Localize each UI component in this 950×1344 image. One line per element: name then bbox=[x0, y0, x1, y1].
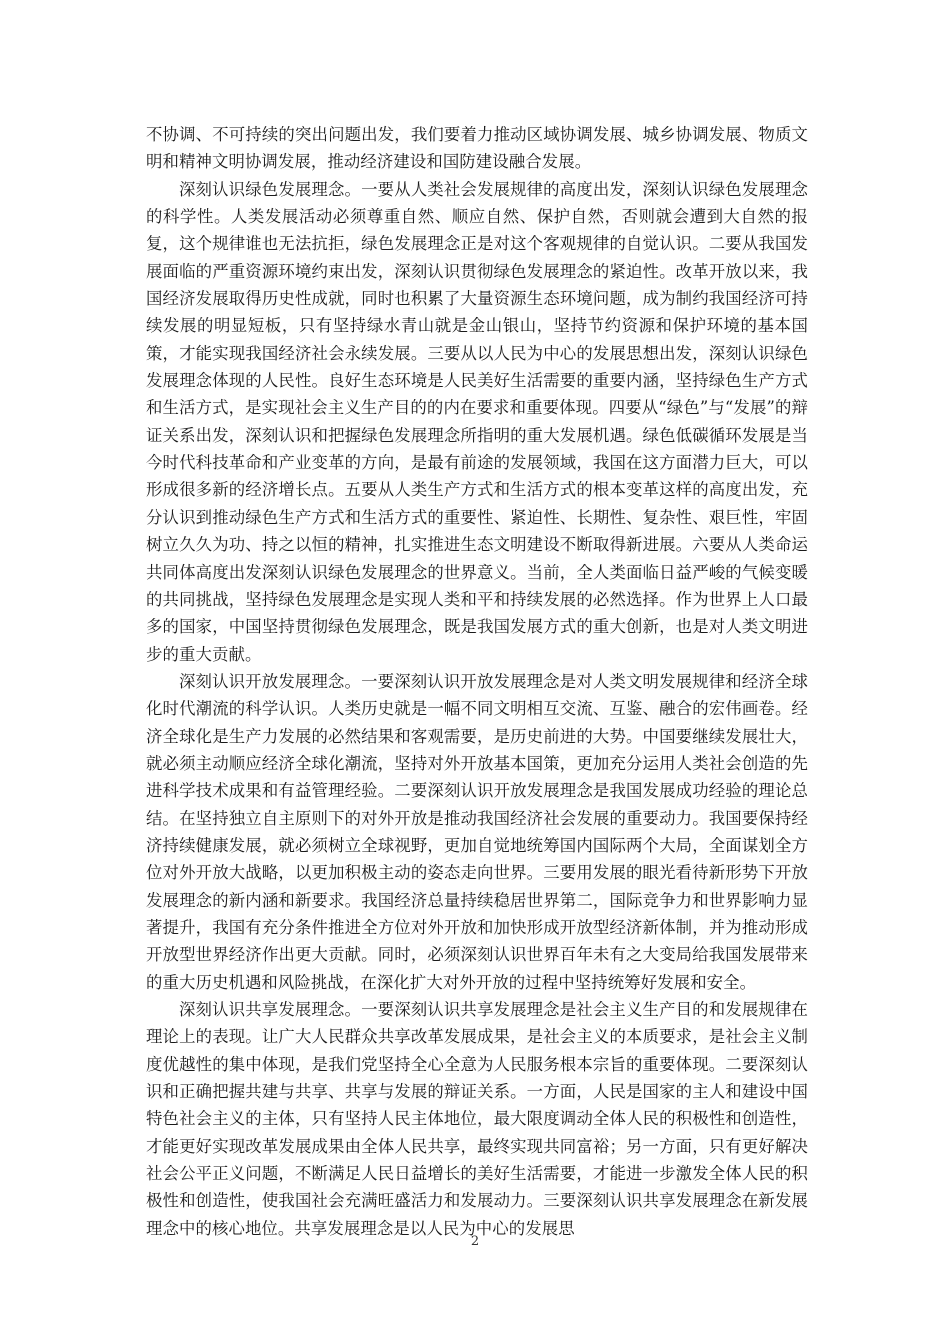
paragraph-green-development: 深刻认识绿色发展理念。一要从人类社会发展规律的高度出发，深刻认识绿色发展理念的科学性。人类发展活动必须尊重自然、顺应自然、保护自然，否则就会遭到大自然的报复，这个规律谁也无法抗拒，绿色发展理念正是对这个客观规律的自觉认识。二要从我国发展面临的严重资源环境约束出发，深刻认识贯彻绿色发展理念的紧迫性。改革开放以来，我国经济发展取得历史性成就，同时也积累了大量资源生态环境问题，成为制约我国经济可持续发展的明显短板，只有坚持绿水青山就是金山银山，坚持节约资源和保护环境的基本国策，才能实现我国经济社会永续发展。三要从以人民为中心的发展思想出发，深刻认识绿色发展理念体现的人民性。良好生态环境是人民美好生活需要的重要内涵，坚持绿色生产方式和生活方式，是实现社会主义生产目的的内在要求和重要体现。四要从“绿色”与“发展”的辩证关系出发，深刻认识和把握绿色发展理念所指明的重大发展机遇。绿色低碳循环发展是当今时代科技革命和产业变革的方向，是最有前途的发展领域，我国在这方面潜力巨大，可以形成很多新的经济增长点。五要从人类生产方式和生活方式的根本变革这样的高度出发，充分认识到推动绿色生产方式和生活方式的重要性、紧迫性、长期性、复杂性、艰巨性，牢固树立久久为功、持之以恒的精神，扎实推进生态文明建设不断取得新进展。六要从人类命运共同体高度出发深刻认识绿色发展理念的世界意义。当前，全人类面临日益严峻的气候变暖的共同挑战，坚持绿色发展理念是实现人类和平和持续发展的必然选择。作为世界上人口最多的国家，中国坚持贯彻绿色发展理念，既是我国发展方式的重大创新，也是对人类文明进步的重大贡献。 bbox=[146, 179, 808, 664]
page-number: 2 bbox=[470, 1234, 480, 1249]
document-body bbox=[146, 121, 808, 1242]
paragraph-shared-development: 深刻认识共享发展理念。一要深刻认识共享发展理念是社会主义生产目的和发展规律在理论上的表现。让广大人民群众共享改革发展成果，是社会主义的本质要求，是社会主义制度优越性的集中体现，是我们党坚持全心全意为人民服务根本宗旨的重要体现。二要深刻认识和正确把握共建与共享、共享与发展的辩证关系。一方面，人民是国家的主人和建设中国特色社会主义的主体，只有坚持人民主体地位，最大限度调动全体人民的积极性和创造性，才能更好实现改革发展成果由全体人民共享，最终实现共同富裕；另一方面，只有更好解决社会公平正义问题，不断满足人民日益增长的美好生活需要，才能进一步激发全体人民的积极性和创造性，使我国社会充满旺盛活力和发展动力。三要深刻认识共享发展理念在新发展理念中的核心地位。共享发展理念是以人民为中心的发展思 bbox=[146, 1000, 808, 1238]
paragraph-continuation: 不协调、不可持续的突出问题出发，我们要着力推动区域协调发展、城乡协调发展、物质文明和精神文明协调发展，推动经济建设和国防建设融合发展。 bbox=[146, 125, 808, 172]
paragraph-open-development: 深刻认识开放发展理念。一要深刻认识开放发展理念是对人类文明发展规律和经济全球化时代潮流的科学认识。人类历史就是一幅不同文明相互交流、互鉴、融合的宏伟画卷。经济全球化是生产力发展的必然结果和客观需要，是历史前进的大势。中国要继续发展壮大，就必须主动顺应经济全球化潮流，坚持对外开放基本国策，更加充分运用人类社会创造的先进科学技术成果和有益管理经验。二要深刻认识开放发展理念是我国发展成功经验的理论总结。在坚持独立自主原则下的对外开放是推动我国经济社会发展的重要动力。我国要保持经济持续健康发展，就必须树立全球视野，更加自觉地统筹国内国际两个大局，全面谋划全方位对外开放大战略，以更加积极主动的姿态走向世界。三要用发展的眼光看待新形势下开放发展理念的新内涵和新要求。我国经济总量持续稳居世界第二，国际竞争力和世界影响力显著提升，我国有充分条件推进全方位对外开放和加快形成开放型经济新体制，并为推动形成开放型世界经济作出更大贡献。同时，必须深刻认识世界百年未有之大变局给我国发展带来的重大历史机遇和风险挑战，在深化扩大对外开放的过程中坚持统筹好发展和安全。 bbox=[146, 671, 808, 992]
